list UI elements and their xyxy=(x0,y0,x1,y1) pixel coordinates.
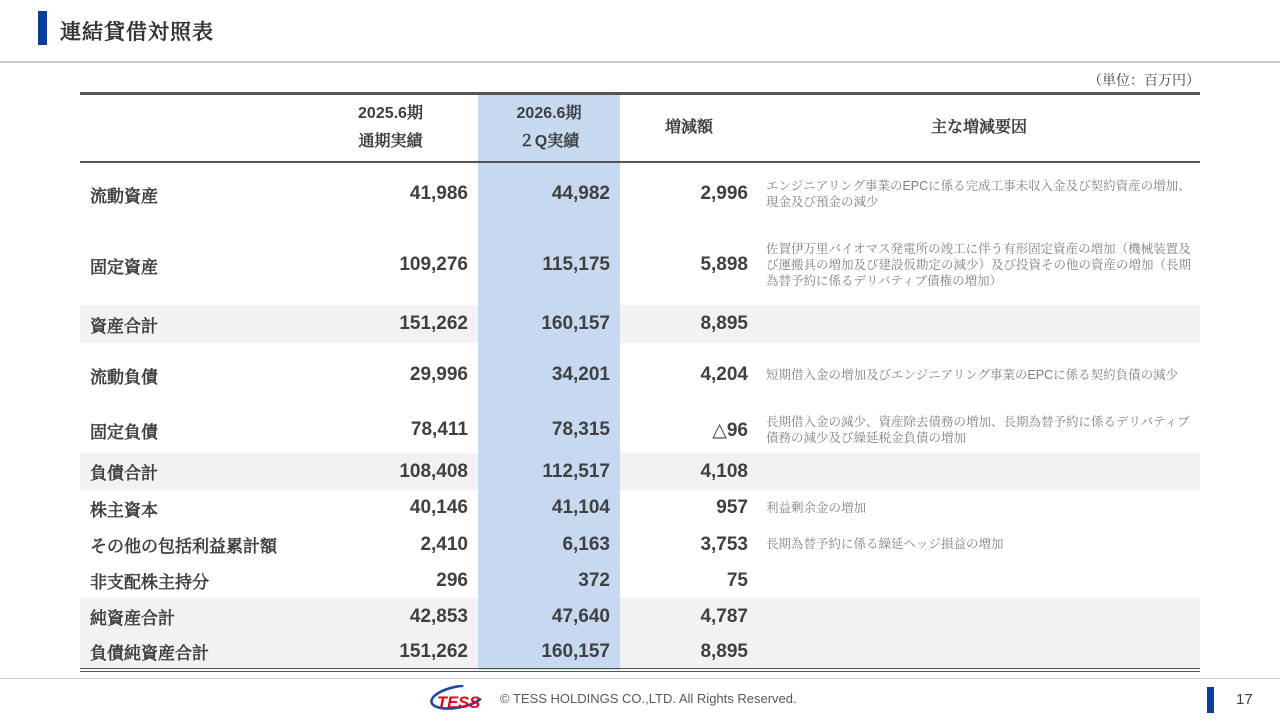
row-label: その他の包括利益累計額 xyxy=(90,537,277,556)
factor-note: 佐賀伊万里バイオマス発電所の竣工に伴う有形固定資産の増加（機械装置及び運搬具の増加及び建設仮勘定の減少）及び投資その他の資産の増加（長期為替予約に係るデリバティブ債権の増加） xyxy=(766,241,1192,289)
change-value: 8,895 xyxy=(700,640,748,662)
table-row-current-liabilities xyxy=(80,343,1200,407)
tess-logo-text: TESS xyxy=(437,694,481,712)
curr-value: 41,104 xyxy=(478,490,620,526)
row-label: 流動資産 xyxy=(90,186,158,206)
header-prev-line1: 2025.6期 xyxy=(358,105,423,122)
factor-note: 長期借入金の減少、資産除去債務の増加、長期為替予約に係るデリバティブ債務の減少及び繰延税金負債の増加 xyxy=(766,414,1190,445)
header-factors: 主な増減要因 xyxy=(758,94,1200,163)
factor-note xyxy=(758,453,1200,490)
table-header-row xyxy=(80,94,1200,163)
footer xyxy=(0,679,1280,720)
factor-note: 短期借入金の増加及びエンジニアリング事業のEPCに係る契約負債の減少 xyxy=(766,367,1179,382)
change-value: 5,898 xyxy=(700,254,748,275)
tess-logo-icon xyxy=(428,685,490,715)
row-label: 株主資本 xyxy=(90,500,158,520)
change-value: 2,996 xyxy=(700,183,748,204)
prev-value: 40,146 xyxy=(409,497,468,518)
change-value: 957 xyxy=(716,497,748,518)
row-label: 固定負債 xyxy=(90,422,158,442)
prev-value: 109,276 xyxy=(399,254,468,275)
curr-value: 115,175 xyxy=(478,225,620,305)
curr-value: 6,163 xyxy=(478,526,620,563)
row-label: 固定資産 xyxy=(90,257,158,277)
table-row-total-liabilities xyxy=(80,453,1200,490)
prev-value: 42,853 xyxy=(409,605,468,627)
change-value: △96 xyxy=(712,419,748,441)
prev-value: 296 xyxy=(436,569,468,591)
slide-header xyxy=(0,0,1280,62)
table-row-total-liabilities-net-assets xyxy=(80,635,1200,670)
factor-note: 利益剰余金の増加 xyxy=(766,500,867,515)
change-value: 4,108 xyxy=(700,460,748,482)
curr-value: 160,157 xyxy=(478,305,620,343)
curr-value: 34,201 xyxy=(478,343,620,407)
curr-value: 44,982 xyxy=(478,162,620,225)
row-label: 負債純資産合計 xyxy=(90,644,209,663)
table-row-accumulated-oci xyxy=(80,526,1200,563)
page-number: 17 xyxy=(1236,691,1253,708)
page-number-accent-bar xyxy=(1207,687,1214,713)
change-value: 8,895 xyxy=(700,313,748,334)
row-label: 資産合計 xyxy=(90,316,158,336)
change-value: 75 xyxy=(726,569,748,591)
prev-value: 41,986 xyxy=(409,183,468,204)
prev-value: 151,262 xyxy=(399,640,468,662)
curr-value: 372 xyxy=(478,563,620,598)
title-accent-bar xyxy=(38,11,47,45)
row-label: 負債合計 xyxy=(90,464,158,483)
row-label: 非支配株主持分 xyxy=(90,573,209,592)
header-divider xyxy=(0,61,1280,63)
prev-value: 29,996 xyxy=(409,364,468,385)
header-curr-line2: ２Q実績 xyxy=(518,133,580,150)
table-row-fixed-assets xyxy=(80,225,1200,305)
table-row-noncontrolling-interests xyxy=(80,563,1200,598)
factor-note xyxy=(758,598,1200,635)
curr-value: 78,315 xyxy=(478,407,620,453)
curr-value: 112,517 xyxy=(478,453,620,490)
prev-value: 108,408 xyxy=(399,460,468,482)
prev-value: 78,411 xyxy=(410,419,468,440)
prev-value: 2,410 xyxy=(420,533,468,555)
header-change: 増減額 xyxy=(620,94,758,163)
balance-sheet-table xyxy=(80,92,1200,672)
table-row-fixed-liabilities xyxy=(80,407,1200,453)
table-row-shareholders-equity xyxy=(80,490,1200,526)
change-value: 3,753 xyxy=(700,533,748,555)
header-empty xyxy=(80,94,303,163)
page-title: 連結貸借対照表 xyxy=(60,21,214,44)
copyright-text: © TESS HOLDINGS CO.,LTD. All Rights Reserved. xyxy=(500,691,797,706)
header-prev-period xyxy=(303,94,478,163)
factor-note xyxy=(758,305,1200,343)
row-label: 純資産合計 xyxy=(90,609,175,628)
table-row-current-assets xyxy=(80,162,1200,225)
table-row-total-net-assets xyxy=(80,598,1200,635)
header-curr-period xyxy=(478,94,620,163)
factor-note: エンジニアリング事業のEPCに係る完成工事未収入金及び契約資産の増加、現金及び預金の減少 xyxy=(766,178,1191,209)
header-curr-line1: 2026.6期 xyxy=(516,105,582,122)
factor-note: 長期為替予約に係る繰延ヘッジ損益の増加 xyxy=(766,537,1004,552)
curr-value: 47,640 xyxy=(478,598,620,635)
unit-label: （単位：百万円） xyxy=(1088,72,1200,88)
table-row-total-assets xyxy=(80,305,1200,343)
factor-note xyxy=(758,563,1200,598)
change-value: 4,204 xyxy=(700,364,748,385)
prev-value: 151,262 xyxy=(399,313,468,334)
curr-value: 160,157 xyxy=(478,635,620,670)
change-value: 4,787 xyxy=(700,605,748,627)
factor-note xyxy=(758,635,1200,670)
header-prev-line2: 通期実績 xyxy=(358,133,423,150)
row-label: 流動負債 xyxy=(90,367,158,387)
